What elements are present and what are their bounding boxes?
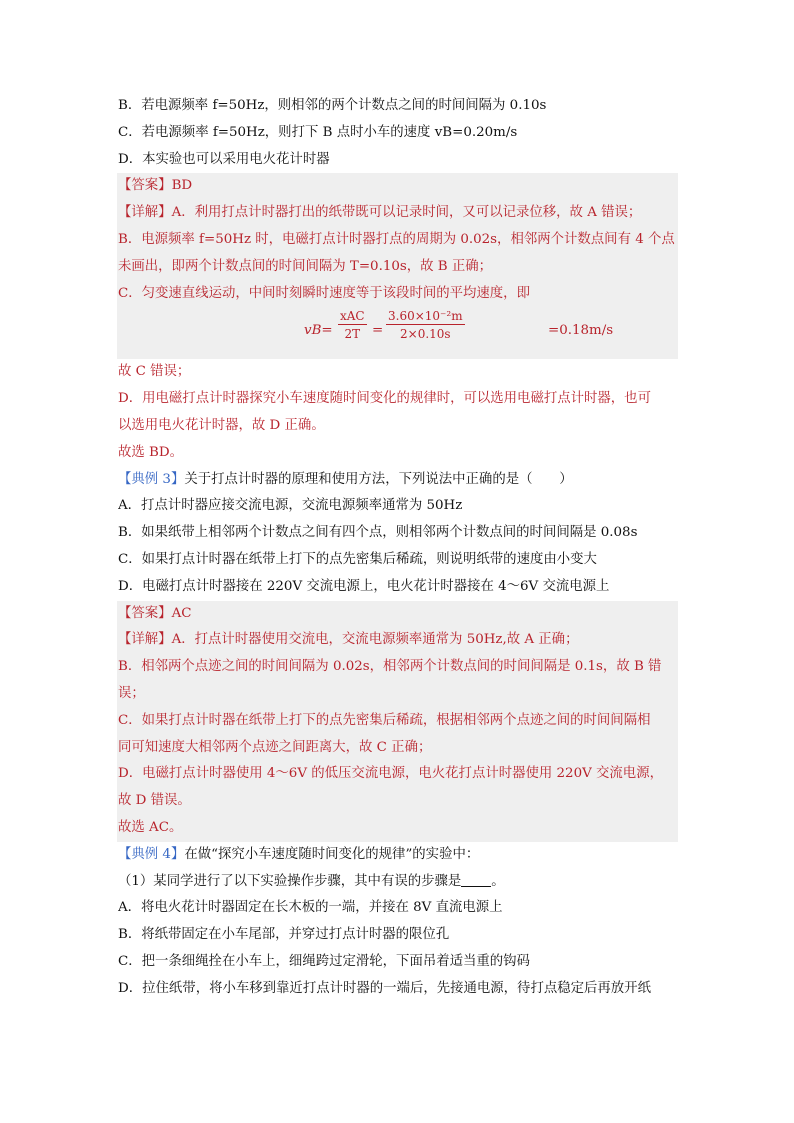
answer-value: BD — [171, 178, 193, 194]
example-4-question — [118, 842, 678, 869]
detail-label: 【详解】 — [118, 205, 172, 221]
option-c: C．如果打点计时器在纸带上打下的点先密集后稀疏，则说明纸带的速度由小变大 — [118, 551, 597, 567]
fraction-numerator: xAC — [340, 309, 365, 324]
sub-question-1 — [118, 869, 678, 896]
question-text: 关于打点计时器的原理和使用方法，下列说法中正确的是（ ） — [184, 471, 573, 487]
detail-line: B．电源频率 f=50Hz 时，电磁打点计时器打点的周期为 0.02s，相邻两个计数点间有 4 个点 — [118, 231, 675, 247]
detail-line: 故 D 错误。 — [118, 793, 191, 809]
answer-label: 【答案】 — [118, 605, 172, 621]
velocity-formula — [118, 307, 678, 359]
detail-line: 未画出，即两个计数点间的时间间隔为 T=0.10s，故 B 正确； — [118, 258, 493, 274]
answer-label: 【答案】 — [118, 178, 172, 194]
conclusion-line: 故选 AC。 — [118, 819, 183, 835]
example-tag: 【典例 3】 — [118, 471, 185, 487]
detail-line: D．电磁打点计时器使用 4～6V 的低压交流电源，电火花打点计时器使用 220V 交流电源， — [118, 766, 663, 782]
detail-line: 以选用电火花计时器，故 D 正确。 — [118, 417, 325, 433]
detail-line — [118, 627, 678, 654]
detail-line: C．匀变速直线运动，中间时刻瞬时速度等于该段时间的平均速度，即 — [118, 285, 530, 301]
detail-label: 【详解】 — [118, 632, 172, 648]
detail-line: D．用电磁打点计时器探究小车速度随时间变化的规律时，可以选用电磁打点计时器，也可 — [118, 391, 651, 407]
example-3-question — [118, 467, 678, 494]
detail-line: 同可知速度大相邻两个点迹之间距离大，故 C 正确； — [118, 739, 432, 755]
option-c: C．若电源频率 f=50Hz，则打下 B 点时小车的速度 vB=0.20m/s — [118, 124, 518, 140]
option-d: D．电磁打点计时器接在 220V 交流电源上，电火花计时器接在 4～6V 交流电源上 — [118, 578, 610, 594]
detail-text: A．打点计时器使用交流电，交流电源频率通常为 50Hz,故 A 正确； — [171, 632, 579, 648]
answer-line — [118, 601, 678, 628]
sub-question-end: 。 — [491, 873, 505, 889]
detail-line: C．如果打点计时器在纸带上打下的点先密集后稀疏，根据相邻两个点迹之间的时间间隔相 — [118, 712, 651, 728]
formula-equals: = — [372, 323, 384, 339]
detail-line: 误； — [118, 685, 145, 701]
option-d: D．本实验也可以采用电火花计时器 — [118, 151, 330, 167]
answer-value: AC — [171, 605, 192, 621]
option-a: A．将电火花计时器固定在长木板的一端，并接在 8V 直流电源上 — [118, 900, 503, 916]
detail-line: B．相邻两个点迹之间的时间间隔为 0.02s，相邻两个计数点间的时间间隔是 0.1s，故 B 错 — [118, 659, 662, 675]
fraction-denominator: 2×0.10s — [400, 327, 451, 342]
detail-line: 故 C 错误； — [118, 364, 191, 380]
fraction-numerator: 3.60×10⁻²m — [388, 309, 463, 324]
fraction-values — [386, 309, 465, 341]
example-tag: 【典例 4】 — [118, 846, 185, 862]
option-b: B．将纸带固定在小车尾部，并穿过打点计时器的限位孔 — [118, 927, 450, 943]
formula-lhs: vB= — [304, 323, 333, 339]
formula-result: =0.18m/s — [548, 323, 614, 339]
option-c: C．把一条细绳拴在小车上，细绳跨过定滑轮，下面吊着适当重的钩码 — [118, 953, 530, 969]
option-d: D．拉住纸带，将小车移到靠近打点计时器的一端后，先接通电源，待打点稳定后再放开纸 — [118, 980, 651, 996]
question-text: 在做“探究小车速度随时间变化的规律”的实验中： — [184, 846, 480, 862]
detail-line — [118, 200, 678, 227]
answer-block-2 — [117, 601, 678, 842]
option-a: A．打点计时器应接交流电源，交流电源频率通常为 50Hz — [118, 498, 463, 514]
document-page — [118, 93, 678, 1003]
answer-blank[interactable] — [461, 872, 491, 887]
answer-line — [118, 173, 678, 200]
fraction-xac-2t — [338, 309, 367, 341]
answer-block-1 — [117, 173, 678, 359]
fraction-denominator: 2T — [344, 327, 361, 342]
conclusion-line: 故选 BD。 — [118, 444, 184, 460]
option-b: B．若电源频率 f=50Hz，则相邻的两个计数点之间的时间间隔为 0.10s — [118, 98, 547, 113]
option-b: B．如果纸带上相邻两个计数点之间有四个点，则相邻两个计数点间的时间间隔是 0.08s — [118, 525, 638, 541]
detail-text: A．利用打点计时器打出的纸带既可以记录时间，又可以记录位移，故 A 错误； — [171, 205, 642, 221]
sub-question-text: （1）某同学进行了以下实验操作步骤，其中有误的步骤是 — [118, 873, 462, 889]
